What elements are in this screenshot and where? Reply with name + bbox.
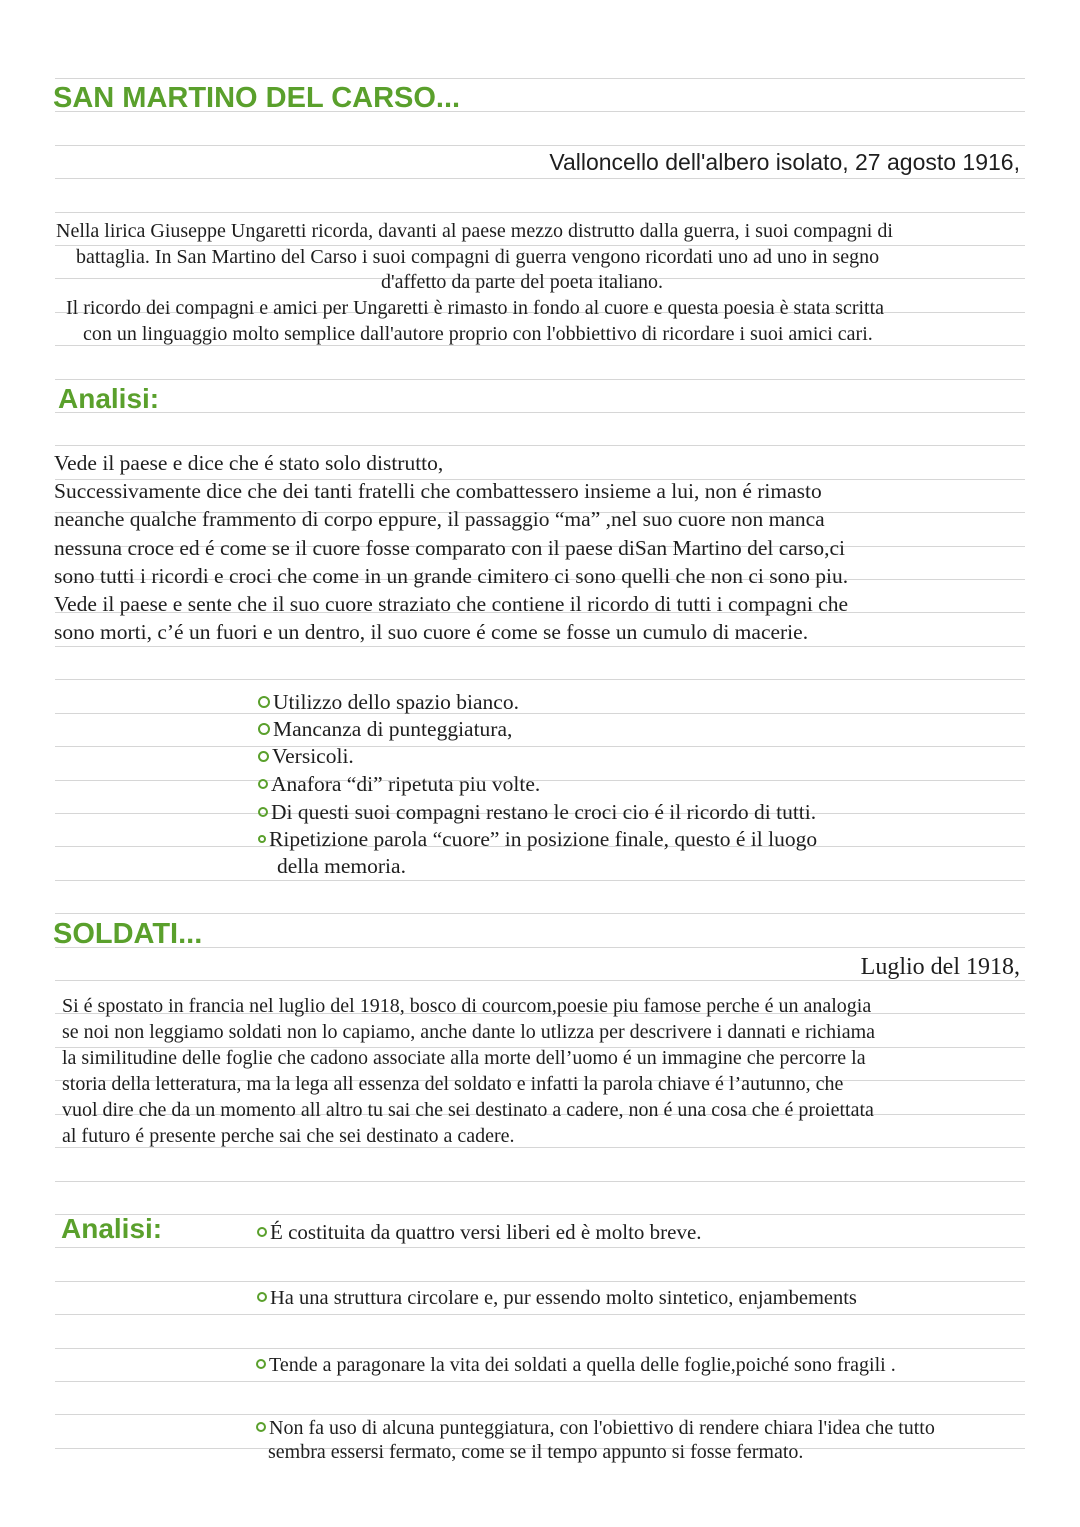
section-title-soldati: SOLDATI... — [53, 918, 203, 950]
bullet-item: Tende a paragonare la vita dei soldati a quella delle foglie,poiché sono fragili . — [256, 1355, 896, 1375]
analysis-line: sono tutti i ricordi e croci che come in un grande cimitero ci sono quelli che non ci sono piu. — [54, 564, 849, 588]
bullet-continuation: della memoria. — [277, 854, 406, 878]
soldati-line: Si é spostato in francia nel luglio del 1918, bosco di courcom,poesie piu famose perche é un analogia — [62, 995, 872, 1017]
bullet-dot-icon — [258, 696, 270, 708]
analysis-line: sono morti, c’é un fuori e un dentro, il suo cuore é come se fosse un cumulo di macerie. — [54, 620, 809, 644]
soldati-analysis-heading: Analisi: — [61, 1213, 163, 1244]
soldati-line: la similitudine delle foglie che cadono associate alla morte dell’uomo é un immagine che percorre la — [62, 1047, 866, 1069]
analysis-heading: Analisi: — [58, 383, 160, 414]
bullet-dot-icon — [256, 1422, 266, 1432]
analysis-line: neanche qualche frammento di corpo eppure, il passaggio “ma” ,nel suo cuore non manca — [54, 507, 825, 531]
intro-line: d'affetto da parte del poeta italiano. — [381, 271, 664, 293]
bullet-dot-icon — [257, 1292, 267, 1302]
bullet-item: Non fa uso di alcuna punteggiatura, con l'obiettivo di rendere chiara l'idea che tutto — [256, 1418, 935, 1438]
intro-line: Il ricordo dei compagni e amici per Ungaretti è rimasto in fondo al cuore e questa poesia è stata scritta — [66, 297, 885, 319]
bullet-dot-icon — [256, 1359, 266, 1369]
bullet-item: Utilizzo dello spazio bianco. — [258, 692, 519, 714]
analysis-line: nessuna croce ed é come se il cuore fosse comparato con il paese diSan Martino del carso,ci — [54, 536, 846, 560]
bullet-dot-icon — [258, 807, 268, 817]
section-title-san-martino: SAN MARTINO DEL CARSO... — [53, 82, 461, 114]
soldati-line: vuol dire che da un momento all altro tu sai che sei destinato a cadere, non é una cosa che é proiettata — [62, 1099, 874, 1121]
soldati-date: Luglio del 1918, — [860, 954, 1020, 980]
bullet-dot-icon — [258, 835, 266, 843]
bullet-item: É costituita da quattro versi liberi ed è molto breve. — [257, 1222, 702, 1243]
bullet-item: Anafora “di” ripetuta piu volte. — [258, 774, 540, 796]
soldati-line: storia della letteratura, ma la lega all essenza del soldato e infatti la parola chiave é l’autunno, che — [62, 1073, 844, 1095]
analysis-line: Successivamente dice che dei tanti fratelli che combattessero insieme a lui, non é rimasto — [54, 479, 822, 503]
bullet-dot-icon — [257, 1227, 267, 1237]
bullet-dot-icon — [258, 723, 270, 735]
bullet-item: Di questi suoi compagni restano le croci cio é il ricordo di tutti. — [258, 802, 816, 824]
intro-line: Nella lirica Giuseppe Ungaretti ricorda, davanti al paese mezzo distrutto dalla guerra, i suoi compagni di — [56, 220, 893, 242]
intro-line: con un linguaggio molto semplice dall'autore proprio con l'obbiettivo di ricordare i suoi amici cari. — [83, 323, 873, 345]
analysis-line: Vede il paese e sente che il suo cuore straziato che contiene il ricordo di tutti i compagni che — [54, 592, 849, 616]
intro-line: battaglia. In San Martino del Carso i suoi compagni di guerra vengono ricordati uno ad uno in segno — [76, 246, 880, 268]
bullet-dot-icon — [258, 779, 268, 789]
bullet-dot-icon — [258, 751, 269, 762]
bullet-item: Ripetizione parola “cuore” in posizione finale, questo é il luogo — [258, 829, 817, 851]
bullet-item: Versicoli. — [258, 746, 354, 768]
soldati-line: al futuro é presente perche sai che sei destinato a cadere. — [62, 1125, 515, 1147]
bullet-item: Mancanza di punteggiatura, — [258, 719, 512, 741]
analysis-line: Vede il paese e dice che é stato solo distrutto, — [54, 451, 444, 475]
place-date: Valloncello dell'albero isolato, 27 agosto 1916, — [549, 149, 1020, 175]
soldati-line: se noi non leggiamo soldati non lo capiamo, anche dante lo utlizza per descrivere i dannati e richiama — [62, 1021, 876, 1043]
bullet-item: Ha una struttura circolare e, pur essendo molto sintetico, enjambements — [257, 1288, 857, 1309]
bullet-continuation: sembra essersi fermato, come se il tempo appunto si fosse fermato. — [268, 1441, 804, 1463]
